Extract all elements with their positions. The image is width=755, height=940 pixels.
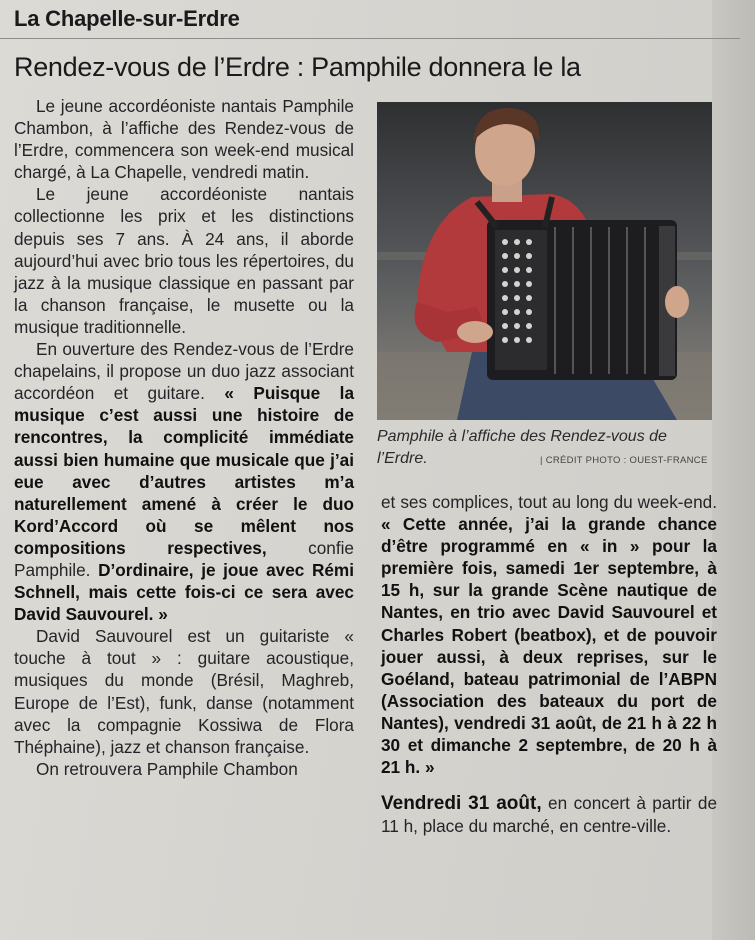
section-title: La Chapelle-sur-Erdre bbox=[14, 6, 240, 31]
right-paragraph-start: et ses complices, tout au long du week-end. bbox=[381, 492, 717, 512]
paragraph-2 bbox=[14, 338, 354, 625]
right-paragraph bbox=[381, 491, 717, 778]
photo-illustration bbox=[377, 102, 712, 420]
divider bbox=[0, 38, 740, 39]
photo-caption: Pamphile à l’affiche des Rendez-vous de l’Erdre. bbox=[377, 428, 667, 467]
paragraph-1: Le jeune accordéoniste nantais collectionne les prix et les distinctions depuis ses 7 ans. À 24 ans, il aborde aujourd’hui avec brio tous les répertoires, du jazz à la musique classique en passant par la chanson française, le musette ou la musique traditionnelle. bbox=[14, 184, 354, 337]
page-edge bbox=[712, 0, 755, 940]
quote-2: D’ordinaire, je joue avec Rémi Schnell, mais cette fois-ci ce sera avec David Sauvourel. » bbox=[14, 559, 354, 625]
paragraph-2-start: En ouverture des Rendez-vous de l’Erdre chapelains, il propose un duo jazz associant accordéon et guitare. bbox=[14, 339, 354, 404]
left-column bbox=[14, 95, 354, 780]
event-details: en concert à partir de 11 h, place du marché, en centre-ville. bbox=[381, 793, 718, 837]
photo-accordionist bbox=[377, 102, 712, 420]
paragraph-4-start: On retrouvera Pamphile Chambon bbox=[36, 758, 298, 779]
intro-paragraph: Le jeune accordéoniste nantais Pamphile Chambon, à l’affiche des Rendez-vous de l’Erdre, commencera son week-end musical chargé, à La Chapelle, vendredi matin. bbox=[14, 96, 354, 183]
photo-credit: | CRÉDIT PHOTO : OUEST-FRANCE bbox=[540, 455, 708, 466]
quote-3: « Cette année, j’ai la grande chance d’être programmé en « in » pour la première fois, samedi 1er septembre, à 15 h, sur la grande Scène nautique de Nantes, en trio avec David Sauvourel et Charles Robert (beatbox), et de pouvoir jouer aussi, à deux reprises, sur le Goéland, bateau patrimonial de l’ABPN (Association des bateaux du port de Nantes), vendredi 31 août, de 21 h à 22 h 30 et dimanche 2 septembre, de 20 h à 21 h. » bbox=[381, 514, 717, 778]
event-date: Vendredi 31 août, bbox=[381, 793, 542, 815]
paragraph-3: David Sauvourel est un guitariste « touche à tout » : guitare acoustique, musiques du monde (Brésil, Maghreb, Europe de l’Est), funk, danse (notamment avec la compagnie Kossiwa de Flora Théphaine), jazz et chanson française. bbox=[14, 626, 354, 757]
attribution: confie Pamphile. bbox=[14, 537, 354, 580]
article-headline: Rendez-vous de l’Erdre : Pamphile donnera le la bbox=[14, 52, 581, 82]
quote-1: « Puisque la musique c’est aussi une histoire de rencontres, la complicité immédiate aussi bien humaine que musicale que j’ai eue avec d’autres artistes m’a naturellement amené à créer le duo Kord’Accord où se mêlent nos compositions respectives, bbox=[14, 383, 354, 558]
right-column bbox=[381, 491, 717, 837]
event-paragraph bbox=[381, 792, 717, 837]
